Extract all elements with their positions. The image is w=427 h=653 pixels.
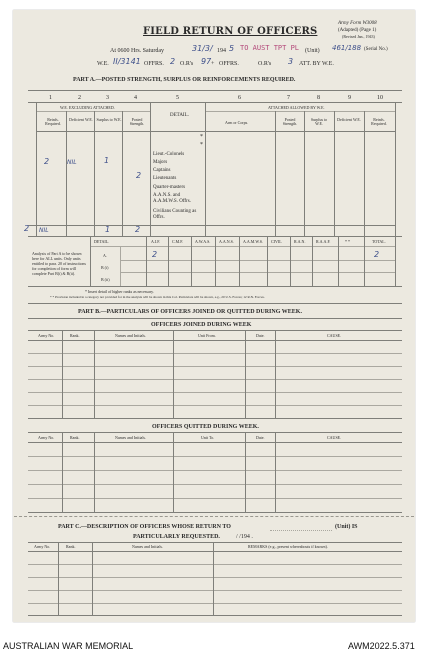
- rule: [36, 111, 150, 112]
- analysis-header: A.W.A.S.: [195, 239, 211, 244]
- col-divider: [90, 236, 91, 286]
- joined-header: Army No.: [38, 333, 55, 338]
- col-number: 7: [287, 95, 290, 101]
- col-divider: [58, 542, 59, 615]
- rank-label: Lieutenants: [153, 176, 177, 181]
- serial-handwritten: 461/188: [332, 44, 362, 52]
- col-divider: [395, 102, 396, 236]
- unit-stamp: TO AUST TPT PL: [240, 44, 300, 52]
- analysis-header: R.A.N.: [294, 239, 306, 244]
- col-divider: [275, 432, 276, 512]
- col-divider: [245, 432, 246, 512]
- rank-label: Captains: [153, 168, 171, 173]
- analysis-header: A.A.N.S.: [219, 239, 234, 244]
- we-handwritten: II/3141: [113, 57, 141, 66]
- col-divider: [120, 246, 121, 286]
- col-divider: [395, 236, 396, 286]
- col-divider: [338, 236, 339, 286]
- col-divider: [146, 236, 147, 286]
- quitted-header: Unit To.: [201, 435, 215, 440]
- rule: [28, 330, 402, 331]
- analysis-row-label: A.: [103, 253, 107, 258]
- rule: [28, 102, 402, 103]
- ors2-handwritten: 3: [288, 57, 294, 66]
- analysis-header: A.I.F.: [151, 239, 161, 244]
- col-number: 6: [238, 95, 241, 101]
- year-handwritten: 5: [229, 44, 235, 53]
- quitted-header: Names and Initials.: [115, 435, 146, 440]
- col-divider: [66, 111, 67, 236]
- analysis-header: TOTAL.: [372, 239, 386, 244]
- sub-header: Deficient W.E.: [337, 117, 361, 122]
- total-value: 2: [135, 225, 141, 234]
- table-row: [28, 603, 402, 604]
- table-row: [28, 456, 402, 457]
- serial-label: (Serial No.): [364, 47, 388, 52]
- analysis-header: DETAIL.: [94, 239, 110, 244]
- col-number: 10: [377, 95, 383, 101]
- analysis-value: 2: [374, 250, 380, 259]
- rank-label: Majors: [153, 160, 168, 165]
- sub-header: Surplus to W.E.: [96, 117, 122, 122]
- perforation: [14, 516, 414, 517]
- footnote: * Insert detail of higher ranks as necessary.: [85, 289, 154, 294]
- quitted-header: CAUSE.: [327, 435, 342, 440]
- ors-handwritten: 97: [201, 57, 212, 66]
- col-divider: [267, 236, 268, 286]
- asterisk: *: [200, 134, 203, 140]
- col-number: 3: [106, 95, 109, 101]
- part-c-header: Rank.: [66, 544, 76, 549]
- sub-header: Reinfs. Required.: [45, 117, 61, 126]
- part-b-title: PART B.—PARTICULARS OF OFFICERS JOINED OR QUITTED DURING WEEK.: [78, 309, 302, 315]
- handwritten-value: 1: [104, 156, 110, 165]
- col-divider: [168, 236, 169, 286]
- attached-allowed-header: ATTACHED ALLOWED BY W.E.: [268, 105, 325, 110]
- analysis-header: C.M.F.: [172, 239, 184, 244]
- col-divider: [205, 102, 206, 236]
- table-row: [28, 353, 402, 354]
- table-row: [28, 366, 402, 367]
- sub-header: Posted Strength.: [282, 117, 298, 126]
- col-divider: [304, 111, 305, 236]
- offrs-label: OFFRS.: [144, 61, 164, 67]
- analysis-row-label: B (ii): [101, 277, 110, 282]
- arm-corps-header: Arm or Corps.: [225, 120, 249, 125]
- army-form-number: Army Form W3008: [338, 21, 377, 26]
- rule: [120, 272, 395, 273]
- table-row: [28, 498, 402, 499]
- table-row: [28, 577, 402, 578]
- rule: [36, 131, 395, 132]
- rule: [90, 246, 395, 247]
- footnote: * * Provision included in a category not provided for in the analysis will be shown in this Col. Particulars will be shown, e.g., 20 U.S. Forces; 12 R.N. Forces.: [50, 295, 265, 299]
- col-divider: [275, 330, 276, 418]
- quitted-header: Army No.: [38, 435, 55, 440]
- col-divider: [275, 111, 276, 236]
- analysis-header: R.A.A.F.: [316, 239, 331, 244]
- rule: [28, 432, 402, 433]
- table-row: [28, 564, 402, 565]
- col-divider: [62, 432, 63, 512]
- handwritten-value: 2: [44, 157, 50, 166]
- col-number: 2: [78, 95, 81, 101]
- plus-sign: +: [211, 61, 215, 67]
- unit-label: (Unit): [305, 48, 320, 54]
- rule: [28, 340, 402, 341]
- col-divider: [173, 330, 174, 418]
- part-c-unit-is: (Unit) IS: [335, 524, 358, 530]
- col-divider: [94, 111, 95, 236]
- at-line: At 0600 Hrs. Saturday: [110, 48, 164, 54]
- sub-header: Posted Strength.: [129, 117, 145, 126]
- quitted-header: Date.: [256, 435, 265, 440]
- col-divider: [62, 330, 63, 418]
- rule: [28, 442, 402, 443]
- part-c-header: Army No.: [34, 544, 51, 549]
- part-c-header: REMARKS (e.g., present whereabouts if known).: [248, 544, 328, 549]
- col-divider: [150, 102, 151, 236]
- table-row: [28, 484, 402, 485]
- table-row: [28, 590, 402, 591]
- analysis-header: CIVIL: [271, 239, 282, 244]
- rule: [28, 90, 402, 91]
- analysis-header: A.A.M.W.S.: [243, 239, 263, 244]
- analysis-note: Analysis of Part A to be shown here for ALL units. Only units entitled to para. 20 of instructions for completion of form will complete Part B(i) & B(ii).: [32, 251, 86, 276]
- col-divider: [239, 236, 240, 286]
- rule: [28, 615, 402, 616]
- offrs-handwritten: 2: [170, 57, 176, 66]
- col-divider: [122, 111, 123, 236]
- joined-header: Date.: [256, 333, 265, 338]
- col-divider: [94, 432, 95, 512]
- col-number: 4: [134, 95, 137, 101]
- col-number: 9: [348, 95, 351, 101]
- part-c-requested: PARTICULARLY REQUESTED.: [133, 534, 220, 540]
- col-divider: [36, 102, 37, 236]
- joined-header: Rank.: [70, 333, 80, 338]
- col-divider: [94, 330, 95, 418]
- col-divider: [92, 542, 93, 615]
- asterisk: *: [200, 142, 203, 148]
- joined-header: Unit From.: [198, 333, 216, 338]
- we-label: W.E.: [97, 61, 109, 67]
- rule: [120, 260, 395, 261]
- col-divider: [290, 236, 291, 286]
- rule: [28, 512, 402, 513]
- date-handwritten: 31/3/: [192, 44, 213, 53]
- part-c-title: PART C.—DESCRIPTION OF OFFICERS WHOSE RETURN TO: [58, 524, 231, 530]
- col-divider: [173, 432, 174, 512]
- col-divider: [334, 111, 335, 236]
- part-c-header: Names and Initials.: [132, 544, 163, 549]
- col-divider: [213, 542, 214, 615]
- ors-label: O.R's: [180, 61, 194, 67]
- col-divider: [312, 236, 313, 286]
- total-value: 2: [24, 224, 30, 233]
- handwritten-value: 2: [136, 171, 142, 180]
- table-row: [28, 470, 402, 471]
- quitted-header: Rank.: [70, 435, 80, 440]
- col-divider: [245, 330, 246, 418]
- col-divider: [191, 236, 192, 286]
- col-divider: [364, 236, 365, 286]
- we-excluding-header: W.E. EXCLUDING ATTACHED.: [60, 105, 115, 110]
- rule: [28, 542, 402, 543]
- rule: [28, 286, 402, 287]
- detail-header: DETAIL.: [170, 113, 189, 118]
- year-printed: 194: [217, 48, 226, 54]
- rank-label: Quarter-masters: [153, 185, 186, 190]
- rank-label: Lieut.-Colonels: [153, 152, 185, 157]
- rule: [28, 318, 402, 319]
- sub-header: Surplus to W.E.: [310, 117, 328, 126]
- part-c-date: / /194 .: [236, 534, 253, 540]
- joined-header: CAUSE.: [327, 333, 342, 338]
- analysis-value: 2: [152, 250, 158, 259]
- sub-header: Reinfs. Required.: [371, 117, 387, 126]
- army-form-revised: (Revised Jan., 1943): [342, 34, 375, 39]
- total-value: 1: [105, 225, 111, 234]
- col-number: 1: [49, 95, 52, 101]
- rule: [28, 303, 402, 304]
- rank-label: A.A.N.S. and A.A.M.W.S. Offrs.: [153, 193, 191, 204]
- att-label: ATT. BY W.E.: [299, 61, 334, 67]
- col-divider: [364, 111, 365, 236]
- joined-title: OFFICERS JOINED DURING WEEK: [151, 322, 252, 328]
- form-title: FIELD RETURN OF OFFICERS: [143, 26, 318, 37]
- analysis-row-label: B (i): [101, 265, 109, 270]
- table-row: [28, 392, 402, 393]
- joined-header: Names and Initials.: [115, 333, 146, 338]
- total-value: NIL: [39, 227, 49, 234]
- analysis-header: * *: [345, 239, 350, 244]
- rank-label: Civilians Counting as Offrs.: [153, 209, 197, 220]
- col-number: 8: [317, 95, 320, 101]
- sub-header: Deficient W.E.: [69, 117, 93, 122]
- table-row: [28, 379, 402, 380]
- table-row: [28, 405, 402, 406]
- part-a-title: PART A.—POSTED STRENGTH, SURPLUS OR REINFORCEMENTS REQUIRED.: [73, 77, 296, 83]
- col-number: 5: [176, 95, 179, 101]
- unit-blank[interactable]: [270, 530, 332, 531]
- rule: [28, 418, 402, 419]
- footer-accession: AWM2022.5.371: [348, 641, 415, 651]
- army-form-adapted: (Adapted) (Page 1): [338, 28, 377, 33]
- ors2-label: O.R's: [258, 61, 272, 67]
- rule: [205, 111, 395, 112]
- footer-credit: AUSTRALIAN WAR MEMORIAL: [3, 641, 134, 651]
- col-divider: [215, 236, 216, 286]
- handwritten-value: NIL: [67, 159, 77, 166]
- rule: [28, 225, 395, 226]
- quitted-title: OFFICERS QUITTED DURING WEEK.: [152, 424, 259, 430]
- offrs2-label: OFFRS.: [219, 61, 239, 67]
- rule: [28, 551, 402, 552]
